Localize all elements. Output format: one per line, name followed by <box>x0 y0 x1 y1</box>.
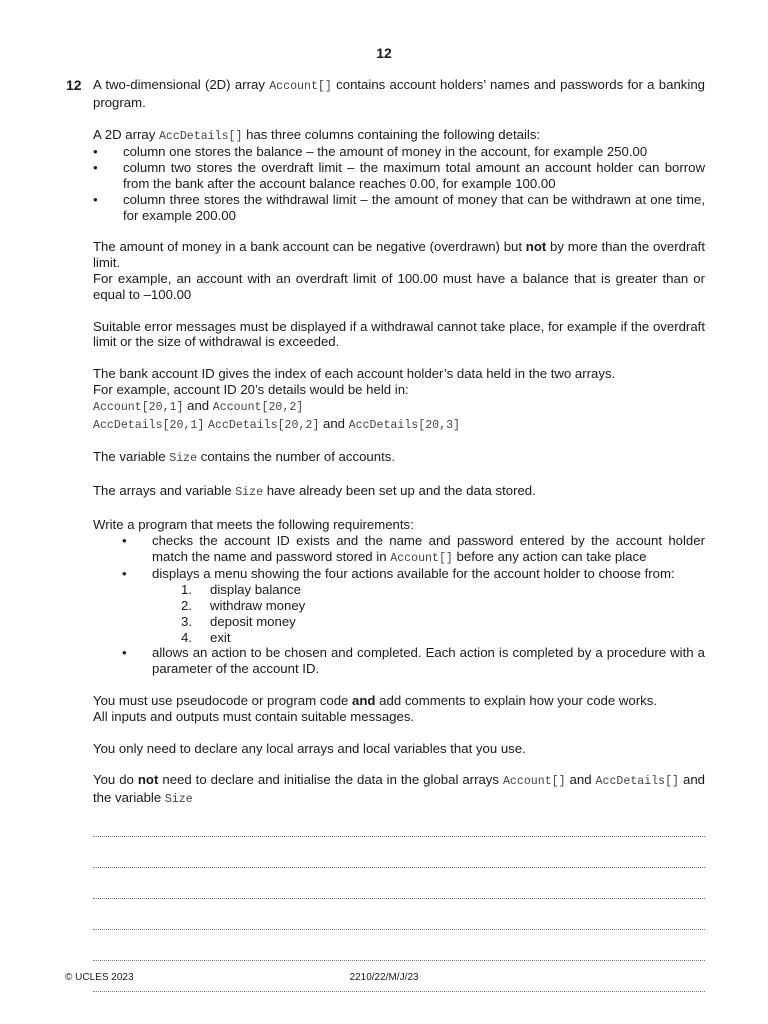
list-item <box>181 630 705 646</box>
arrays-text: The arrays and variable <box>93 483 236 499</box>
no-declare-paragraph <box>93 772 705 808</box>
answer-lines <box>93 806 705 992</box>
code-accdetails-20-3: AccDetails[20,3] <box>348 418 460 432</box>
overdraft-paragraph <box>93 239 705 271</box>
question-body <box>93 77 705 808</box>
size-text: contains the number of accounts. <box>197 449 396 465</box>
menu-label: withdraw money <box>210 597 306 613</box>
code-account-20-1: Account[20,1] <box>93 400 184 414</box>
answer-line[interactable] <box>93 930 705 961</box>
requirements-list-continued <box>93 645 705 677</box>
intro-text: contains account holders’ names and passwords for a banking program. <box>93 77 706 110</box>
no-declare-text: and the variable <box>93 772 706 806</box>
accdetails-text: A 2D array <box>93 126 159 142</box>
menu-options-list <box>93 582 705 645</box>
no-declare-text: need to declare and initialise the data in the global arrays <box>158 772 503 788</box>
list-item <box>93 533 705 567</box>
list-item <box>181 582 705 598</box>
menu-label: deposit money <box>210 613 296 629</box>
list-item <box>93 566 705 582</box>
page-number: 12 <box>376 45 392 61</box>
req-text: checks the account ID exists and the name and password entered by the account holder match the name and password stored in <box>152 532 705 564</box>
code-accdetails: AccDetails[] <box>158 129 243 143</box>
menu-number: 1. <box>181 582 192 598</box>
copyright-notice: © UCLES 2023 <box>65 972 134 983</box>
account-id-example: For example, account ID 20’s details would be held in: <box>93 381 409 397</box>
and-text: and <box>183 397 213 413</box>
code-accdetails: AccDetails[] <box>595 775 680 789</box>
no-declare-text: and <box>565 772 596 788</box>
arrays-set-paragraph <box>93 483 705 501</box>
menu-label: display balance <box>210 582 301 598</box>
inputs-outputs-note: All inputs and outputs must contain suitable messages. <box>93 708 415 724</box>
answer-line[interactable] <box>93 806 705 837</box>
question-number: 12 <box>66 77 82 93</box>
answer-line[interactable] <box>93 868 705 899</box>
intro-paragraph <box>93 77 705 111</box>
arrays-text: have already been set up and the data stored. <box>263 483 536 499</box>
no-declare-text: You do <box>93 772 138 788</box>
menu-label: exit <box>210 629 231 645</box>
menu-number: 3. <box>181 613 192 629</box>
intro-text: A two-dimensional (2D) array <box>93 77 270 92</box>
code-size: Size <box>169 452 198 466</box>
pseudocode-text: You must use pseudocode or program code <box>93 692 353 708</box>
list-item <box>181 614 705 630</box>
code-size: Size <box>235 486 264 500</box>
pseudocode-paragraph <box>93 693 705 709</box>
declare-local-paragraph: You only need to declare any local arrays and local variables that you use. <box>93 740 526 756</box>
accdetails-paragraph <box>93 127 705 145</box>
errors-paragraph: Suitable error messages must be displayed if a withdrawal cannot take place, for example if the overdraft limit or the size of withdrawal is exceeded. <box>93 318 705 350</box>
account-id-code-line2 <box>93 416 705 434</box>
overdraft-text: The amount of money in a bank account can be negative (overdrawn) but <box>93 239 526 255</box>
account-id-code-line1 <box>93 398 705 416</box>
size-paragraph <box>93 449 705 467</box>
code-accdetails-20-1: AccDetails[20,1] <box>93 418 205 432</box>
pseudocode-text: add comments to explain how your code works. <box>375 692 657 708</box>
emphasis-not: not <box>525 239 547 255</box>
overdraft-example: For example, an account with an overdraft limit of 100.00 must have a balance that is greater than or equal to –100.00 <box>93 270 705 302</box>
answer-line[interactable] <box>93 837 705 868</box>
paper-code: 2210/22/M/J/23 <box>349 972 419 983</box>
emphasis-and: and <box>352 692 376 708</box>
code-account-20-2: Account[20,2] <box>212 400 304 414</box>
code-accdetails-20-2: AccDetails[20,2] <box>208 418 320 432</box>
size-text: The variable <box>93 449 170 465</box>
list-item <box>181 598 705 614</box>
requirements-list <box>93 533 705 582</box>
code-account: Account[] <box>390 551 453 565</box>
list-item: • allows an action to be chosen and completed. Each action is completed by a procedure with a parameter of the account ID. <box>93 645 705 677</box>
overdraft-text: by more than the overdraft limit. <box>93 239 705 271</box>
code-size: Size <box>164 793 193 807</box>
accdetails-text: has three columns containing the following details: <box>242 126 541 142</box>
emphasis-not: not <box>137 772 159 788</box>
menu-number: 4. <box>181 629 192 645</box>
menu-number: 2. <box>181 597 192 613</box>
req-text: displays a menu showing the four actions available for the account holder to choose from: <box>152 566 675 582</box>
list-item: • column two stores the overdraft limit – the maximum total amount an account holder can borrow from the bank after the account balance reaches 0.00, for example 100.00 <box>93 160 705 192</box>
code-account: Account[] <box>269 80 332 93</box>
list-item: • column one stores the balance – the amount of money in the account, for example 250.00 <box>93 144 705 160</box>
columns-list <box>93 144 705 223</box>
and-text: and <box>319 415 349 431</box>
req-text: before any action can take place <box>452 548 647 564</box>
list-item: • column three stores the withdrawal limit – the amount of money that can be withdrawn at one time, for example 200.00 <box>93 192 705 224</box>
code-account: Account[] <box>502 775 566 789</box>
answer-line[interactable] <box>93 899 705 930</box>
requirements-intro: Write a program that meets the following requirements: <box>93 516 414 532</box>
account-id-paragraph: The bank account ID gives the index of each account holder’s data held in the two arrays. <box>93 366 616 382</box>
